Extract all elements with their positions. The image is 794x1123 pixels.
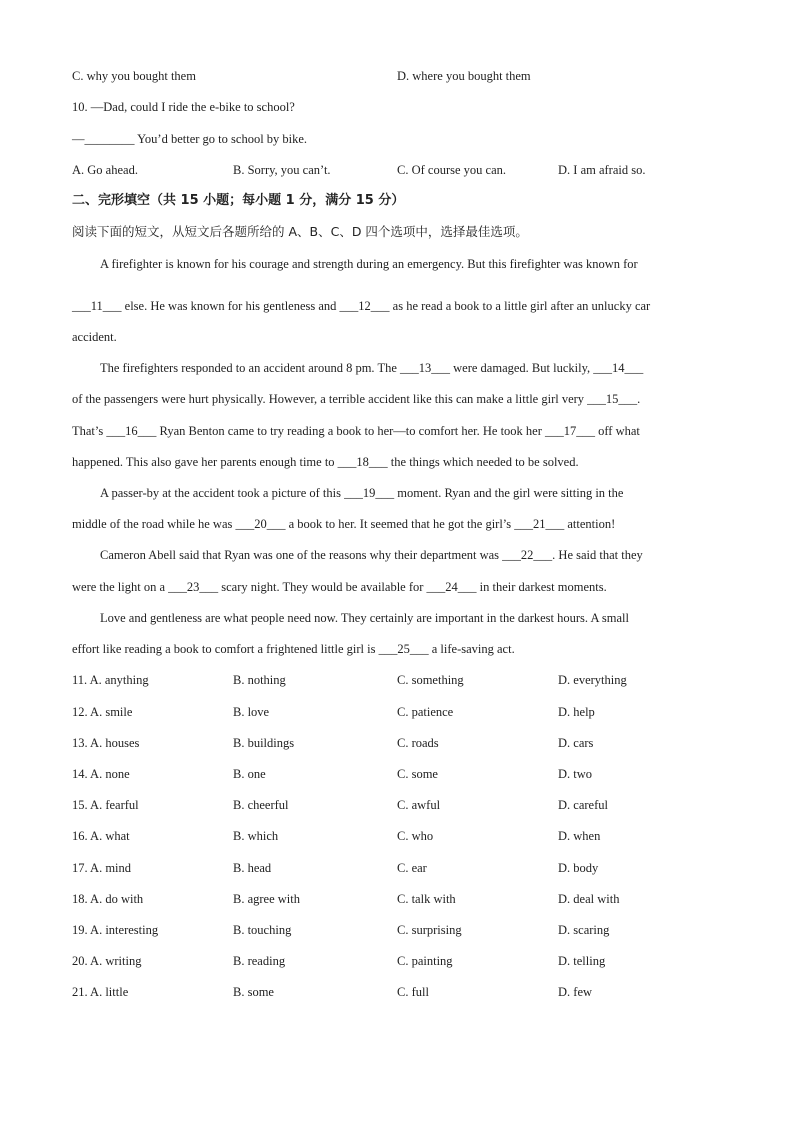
question-option-b: B. nothing [233,673,286,687]
question-option-b: B. head [233,861,272,875]
question-option-c: C. full [397,985,429,999]
question-option-c: C. surprising [397,923,462,937]
question-option-a: 18. A. do with [72,892,144,906]
passage-line: happened. This also gave her parents enough time to ___18___ the things which needed to be solved. [72,455,579,469]
question-option-c: C. roads [397,736,439,750]
passage-line: of the passengers were hurt physically. However, a terrible accident like this can make a little girl very ___15___. [72,392,641,406]
question-option-a: 19. A. interesting [72,923,159,937]
passage-line: Love and gentleness are what people need now. They certainly are important in the darkest hours. A small [100,611,630,625]
question-option-c: C. talk with [397,892,456,906]
question-option-c: C. who [397,829,434,843]
passage-line: effort like reading a book to comfort a frightened little girl is ___25___ a life-saving act. [72,642,515,656]
question-option-d: D. few [558,985,593,999]
passage-line: Cameron Abell said that Ryan was one of the reasons why their department was ___22___. He said that they [100,548,643,562]
q10-option-d: D. I am afraid so. [558,163,646,177]
passage-line: The firefighters responded to an accident around 8 pm. The ___13___ were damaged. But luckily, ___14___ [100,361,644,375]
question-option-c: C. some [397,767,438,781]
question-option-c: C. awful [397,798,441,812]
section-title: 二、完形填空（共 15 小题；每小题 1 分，满分 15 分） [72,193,405,208]
question-option-a: 17. A. mind [72,861,132,875]
question-option-c: C. ear [397,861,427,875]
question-option-a: 11. A. anything [72,673,149,687]
question-option-d: D. body [558,861,599,875]
question-option-c: C. painting [397,954,453,968]
question-option-b: B. touching [233,923,292,937]
question-option-b: B. cheerful [233,798,289,812]
question-option-a: 14. A. none [72,767,130,781]
passage-line: That’s ___16___ Ryan Benton came to try reading a book to her—to comfort her. He took her ___17___ off what [72,424,640,438]
question-option-c: C. patience [397,705,454,719]
passage-line: accident. [72,330,117,344]
q10-option-b: B. Sorry, you can’t. [233,163,331,177]
question-option-d: D. two [558,767,593,781]
question-option-d: D. scaring [558,923,610,937]
passage-line: A passer-by at the accident took a picture of this ___19___ moment. Ryan and the girl were sitting in the [100,486,624,500]
question-option-a: 16. A. what [72,829,130,843]
question-option-d: D. careful [558,798,608,812]
section-instruction: 阅读下面的短文，从短文后各题所给的 A、B、C、D 四个选项中，选择最佳选项。 [72,224,528,239]
passage-line: ___11___ else. He was known for his gentleness and ___12___ as he read a book to a little girl after an unlucky car [72,299,651,313]
q10-question: 10. —Dad, could I ride the e-bike to school? [72,100,295,114]
question-option-a: 20. A. writing [72,954,142,968]
q10-option-c: C. Of course you can. [397,163,506,177]
passage-line: middle of the road while he was ___20___ a book to her. It seemed that he got the girl’s ___21___ attention! [72,517,616,531]
question-option-d: D. everything [558,673,627,687]
q10-response: —________ You’d better go to school by bike. [72,132,308,146]
passage-line: were the light on a ___23___ scary night. They would be available for ___24___ in their darkest moments. [72,580,607,594]
q10-option-a: A. Go ahead. [72,163,138,177]
question-option-a: 15. A. fearful [72,798,139,812]
question-option-a: 13. A. houses [72,736,140,750]
q9-option-c: C. why you bought them [72,69,196,83]
question-option-d: D. cars [558,736,594,750]
question-option-d: D. deal with [558,892,620,906]
question-option-d: D. when [558,829,601,843]
question-option-d: D. telling [558,954,606,968]
question-option-b: B. reading [233,954,286,968]
question-option-a: 12. A. smile [72,705,133,719]
question-option-d: D. help [558,705,595,719]
question-option-b: B. love [233,705,270,719]
question-option-b: B. which [233,829,279,843]
passage-line: A firefighter is known for his courage and strength during an emergency. But this firefighter was known for [100,257,638,271]
question-option-a: 21. A. little [72,985,129,999]
q9-option-d: D. where you bought them [397,69,531,83]
question-option-b: B. one [233,767,266,781]
question-option-c: C. something [397,673,464,687]
question-option-b: B. agree with [233,892,300,906]
question-option-b: B. buildings [233,736,295,750]
question-option-b: B. some [233,985,274,999]
